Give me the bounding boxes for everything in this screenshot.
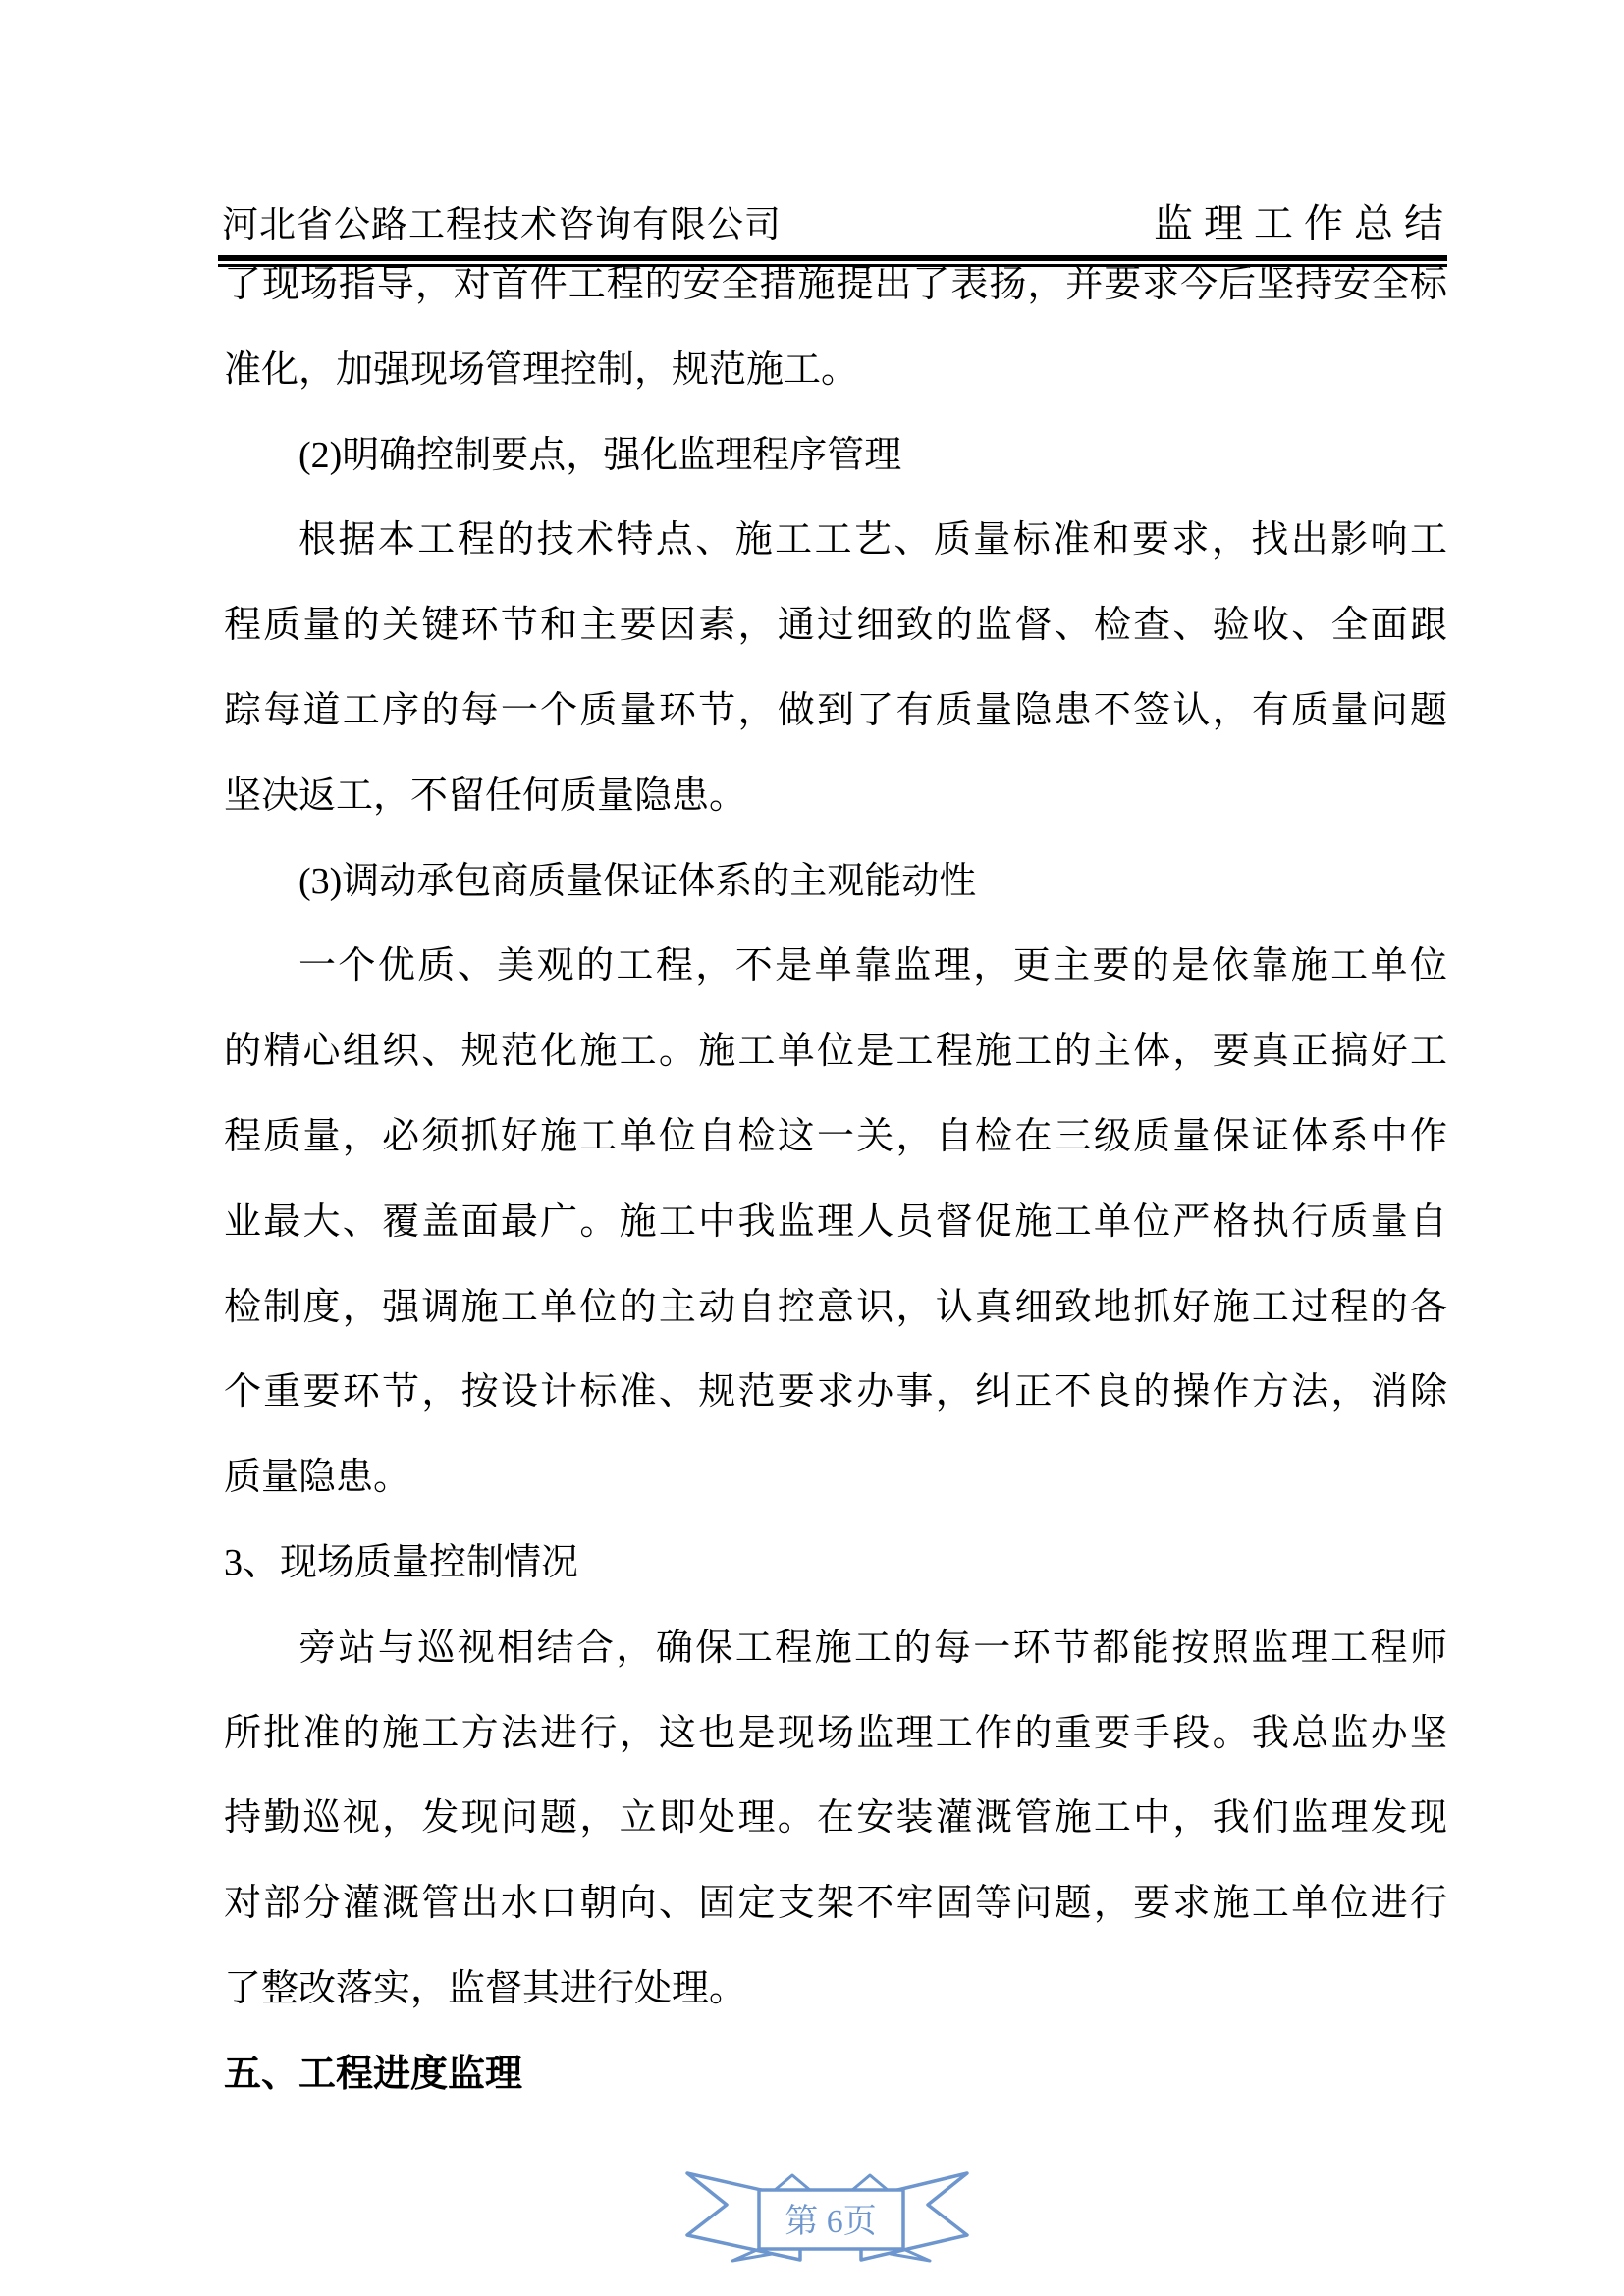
body-line: 程质量的关键环节和主要因素，通过细致的监督、检查、验收、全面跟 xyxy=(224,605,1447,647)
body-line: 踪每道工序的每一个质量环节，做到了有质量隐患不签认，有质量问题 xyxy=(224,689,1447,731)
body-line: 坚决返工，不留任何质量隐患。 xyxy=(224,774,747,817)
ribbon-left-fold xyxy=(732,2249,772,2261)
body-line: 旁站与巡视相结合，确保工程施工的每一环节都能按照监理工程师 xyxy=(298,1627,1447,1669)
body-line: 根据本工程的技术特点、施工工艺、质量标准和要求，找出影响工 xyxy=(298,519,1447,561)
body-line: 五、工程进度监理 xyxy=(224,2053,523,2095)
body-line: 对部分灌溉管出水口朝向、固定支架不牢固等问题，要求施工单位进行 xyxy=(224,1883,1447,1925)
body-line: 的精心组织、规范化施工。施工单位是工程施工的主体，要真正搞好工 xyxy=(224,1031,1447,1073)
body-line: 准化，加强现场管理控制，规范施工。 xyxy=(224,348,859,391)
page-number-label: 第 6页 xyxy=(785,2204,877,2240)
body-line: 了整改落实，监督其进行处理。 xyxy=(224,1967,747,2009)
page-number-ribbon xyxy=(648,2155,1006,2277)
page-footer xyxy=(648,2155,1006,2277)
body-line: 了现场指导，对首件工程的安全措施提出了表扬，并要求今后坚持安全标 xyxy=(224,264,1447,305)
body-line: 3、现场质量控制情况 xyxy=(224,1541,579,1583)
ribbon-right-fold xyxy=(891,2249,930,2261)
body-line: 所批准的施工方法进行，这也是现场监理工作的重要手段。我总监办坚 xyxy=(224,1712,1447,1754)
body-line: 程质量，必须抓好施工单位自检这一关，自检在三级质量保证体系中作 xyxy=(224,1115,1447,1157)
header-doc-title: 监理工作总结 xyxy=(1154,201,1454,245)
body-line: (3)调动承包商质量保证体系的主观能动性 xyxy=(298,860,977,902)
body-line: 个重要环节，按设计标准、规范要求办事，纠正不良的操作方法，消除 xyxy=(224,1371,1447,1414)
body-line: 质量隐患。 xyxy=(224,1457,411,1499)
body-line: 持勤巡视，发现问题，立即处理。在安装灌溉管施工中，我们监理发现 xyxy=(224,1797,1447,1840)
body-line: (2)明确控制要点，强化监理程序管理 xyxy=(298,434,902,476)
body-line: 一个优质、美观的工程，不是单靠监理，更主要的是依靠施工单位 xyxy=(298,945,1447,988)
header-row xyxy=(218,192,1454,248)
body-line: 检制度，强调施工单位的主动自控意识，认真细致地抓好施工过程的各 xyxy=(224,1286,1447,1328)
body-line: 业最大、覆盖面最广。施工中我监理人员督促施工单位严格执行质量自 xyxy=(224,1201,1447,1243)
document-body xyxy=(224,242,1447,2117)
header-company-name: 河北省公路工程技术咨询有限公司 xyxy=(222,205,782,245)
